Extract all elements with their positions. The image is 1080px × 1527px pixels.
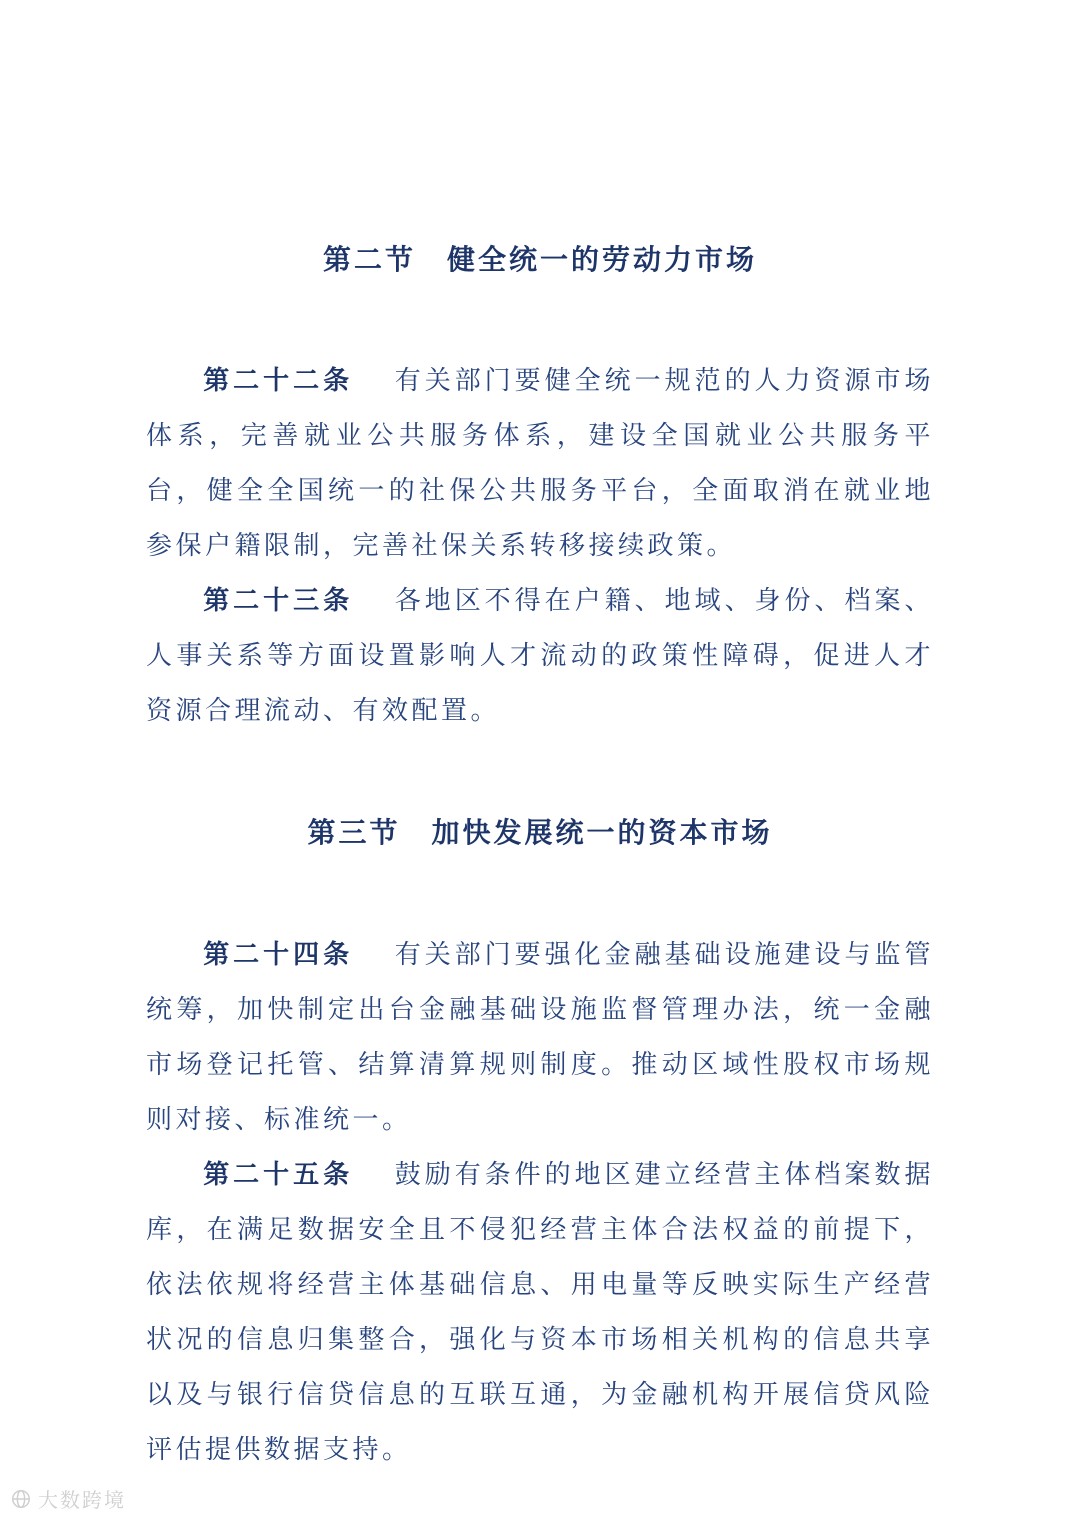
article-paragraph — [146, 353, 934, 573]
watermark-logo-icon — [10, 1488, 32, 1510]
section-capital-market — [146, 816, 934, 1476]
article-label: 第二十二条 — [203, 366, 354, 396]
article-text: 各地区不得在户籍、地域、身份、档案、人事关系等方面设置影响人才流动的政策性障碍，促进人才资源合理流动、有效配置。 — [146, 586, 934, 726]
article-paragraph — [146, 927, 934, 1147]
section-heading: 第三节 加快发展统一的资本市场 — [307, 818, 773, 850]
article-text: 鼓励有条件的地区建立经营主体档案数据库，在满足数据安全且不侵犯经营主体合法权益的前提下，依法依规将经营主体基础信息、用电量等反映实际生产经营状况的信息归集整合，强化与资本市场相关机构的信息共享以及与银行信贷信息的互联互通，为金融机构开展信贷风险评估提供数据支持。 — [146, 1159, 934, 1464]
section-heading: 第二节 健全统一的劳动力市场 — [322, 245, 757, 276]
article-text: 有关部门要健全统一规范的人力资源市场体系，完善就业公共服务体系，建设全国就业公共服务平台，健全全国统一的社保公共服务平台，全面取消在就业地参保户籍限制，完善社保关系转移接续政策。 — [146, 366, 934, 561]
article-label: 第二十三条 — [203, 586, 354, 616]
section-labor-market — [146, 243, 934, 738]
article-label: 第二十五条 — [203, 1159, 354, 1189]
watermark — [10, 1484, 126, 1513]
article-paragraph — [146, 573, 934, 738]
article-text: 有关部门要强化金融基础设施建设与监管统筹，加快制定出台金融基础设施监督管理办法，统一金融市场登记托管、结算清算规则制度。推动区域性股权市场规则对接、标准统一。 — [146, 939, 934, 1134]
article-paragraph — [146, 1147, 934, 1477]
watermark-text: 大数跨境 — [38, 1490, 126, 1512]
article-label: 第二十四条 — [203, 939, 354, 969]
